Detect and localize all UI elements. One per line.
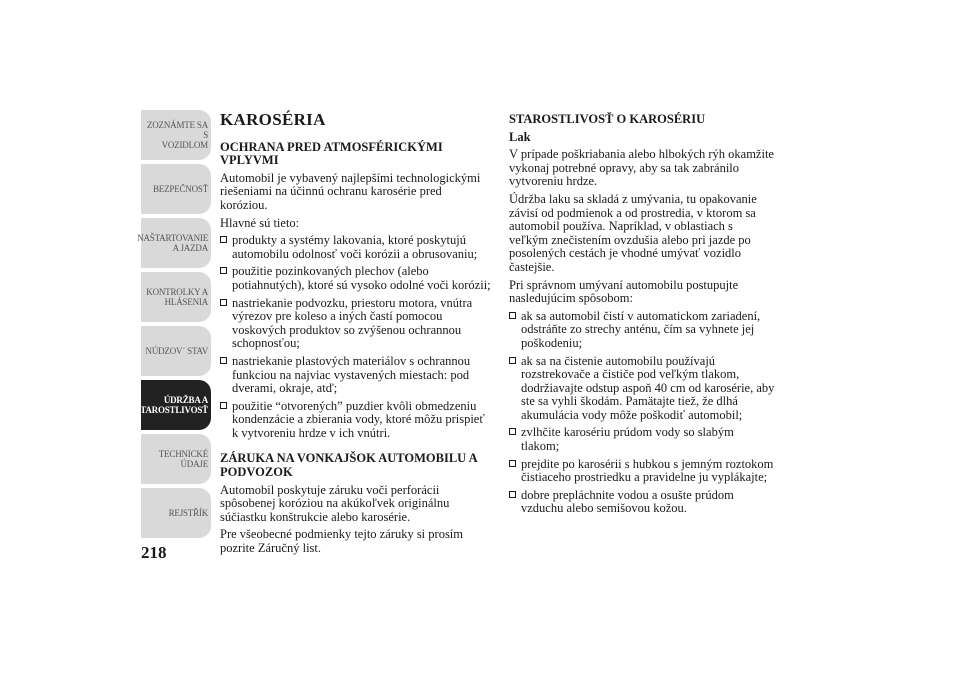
tab-technicke-udaje[interactable] (141, 434, 211, 484)
right-column (509, 113, 775, 520)
list-item: dobre prepláchnite vodou a osušte prúdom vzduchu alebo semišovou kožou. (509, 489, 775, 516)
paragraph: V prípade poškriabania alebo hlbokých rýh okamžite vykonaj potrebné opravy, aby sa tak zabránilo vytvoreniu hrdze. (509, 147, 774, 189)
list-item: použitie “otvorených” puzdier kvôli obmedzeniu kondenzácie a zbierania vody, ktoré môžu prispieť k vytvoreniu hrdze v ich vnútri. (220, 400, 492, 441)
page-title: KAROSÉRIA (220, 110, 326, 129)
tab-nudzovy-stav[interactable] (141, 326, 211, 376)
washing-list (509, 310, 775, 516)
chapter-sidebar (135, 110, 211, 542)
section-heading-protection: OCHRANA PRED ATMOSFÉRICKÝMI VPLYVMI (220, 139, 443, 168)
list-item: ak sa na čistenie automobilu používajú rozstrekovače a čističe pod veľkým tlakom, dodržiavajte odstup aspoň 40 cm od karosérie, aby ste sa vyhli škodám. Pamätajte tiež, že dlhá akumulácia vody môže poškodiť automobil; (509, 355, 775, 423)
warranty-reference: Pre všeobecné podmienky tejto záruky si prosím pozrite Záručný list. (220, 527, 463, 556)
intro-paragraph: Automobil je vybavený najlepšími technologickými riešeniami na účinnú ochranu karosérie pred koróziou. (220, 170, 481, 212)
section-heading-care: STAROSTLIVOSŤ O KAROSÉRIU (509, 112, 706, 126)
tab-rejstrik[interactable] (141, 488, 211, 538)
tab-label: NÚDZOV´ STAV (145, 346, 208, 356)
tab-label: ÚDRŽBA A STAROSTLIVOSŤ (135, 395, 208, 415)
paragraph: Pri správnom umývaní automobilu postupujte nasledujúcim spôsobom: (509, 277, 739, 306)
tab-udrzba-active[interactable] (135, 380, 211, 430)
list-item: nastriekanie plastových materiálov s ochrannou funkciou na najviac vystavených miestach: pod dverami, okraje, atď; (220, 355, 492, 396)
left-column (220, 110, 492, 560)
list-item: použitie pozinkovaných plechov (alebo potiahnutých), ktoré sú vysoko odolné voči korózii; (220, 265, 492, 292)
tab-zoznamte-sa[interactable] (141, 110, 211, 160)
tab-label: REJSTŘÍK (168, 508, 208, 518)
main-label: Hlavné sú tieto: (220, 215, 300, 230)
subheading-paint: Lak (509, 129, 531, 144)
list-item: nastriekanie podvozku, priestoru motora, vnútra výrezov pre koleso a iných častí pomocou voskových produktov so zvýšenou ochrannou schopnosťou; (220, 297, 492, 351)
paragraph: Údržba laku sa skladá z umývania, tu opakovanie závisí od podmienok a od prostredia, v ktorom sa automobil používa. Napríklad, v oblastiach s veľkým znečistením ovzdušia alebo pri jazde po posolených cestách je vhodné umývať vozidlo častejšie. (509, 191, 757, 274)
list-item: produkty a systémy lakovania, ktoré poskytujú automobilu odolnosť voči korózii a obrusovaniu; (220, 234, 492, 261)
list-item: zvlhčite karosériu prúdom vody so slabým tlakom; (509, 426, 775, 453)
tab-label: KONTROLKY A HLÁSENIA (146, 287, 208, 307)
tab-label: BEZPEČNOSŤ (152, 184, 208, 194)
protection-list (220, 234, 492, 440)
page-number: 218 (141, 543, 167, 562)
warranty-paragraph: Automobil poskytuje záruku voči perforácii spôsobenej koróziou na akúkoľvek originálnu súčiastku konštrukcie alebo karosérie. (220, 482, 450, 524)
tab-kontrolky[interactable] (141, 272, 211, 322)
tab-label: NAŠTARTOVANIE A JAZDA (137, 233, 208, 253)
tab-bezpecnost[interactable] (141, 164, 211, 214)
tab-label: TECHNICKÉ ÚDAJE (158, 449, 208, 469)
tab-label: ZOZNÁMTE SA S VOZIDLOM (146, 120, 208, 150)
section-heading-warranty: ZÁRUKA NA VONKAJŠOK AUTOMOBILU A PODVOZOK (220, 451, 477, 480)
list-item: prejdite po karosérii s hubkou s jemným roztokom čistiaceho prostriedku a pravidelne ju vyplákajte; (509, 458, 775, 485)
list-item: ak sa automobil čistí v automatickom zariadení, odstráňte zo strechy anténu, čím sa vyhnete jej poškodeniu; (509, 310, 775, 351)
tab-nastartovanie[interactable] (137, 218, 211, 268)
